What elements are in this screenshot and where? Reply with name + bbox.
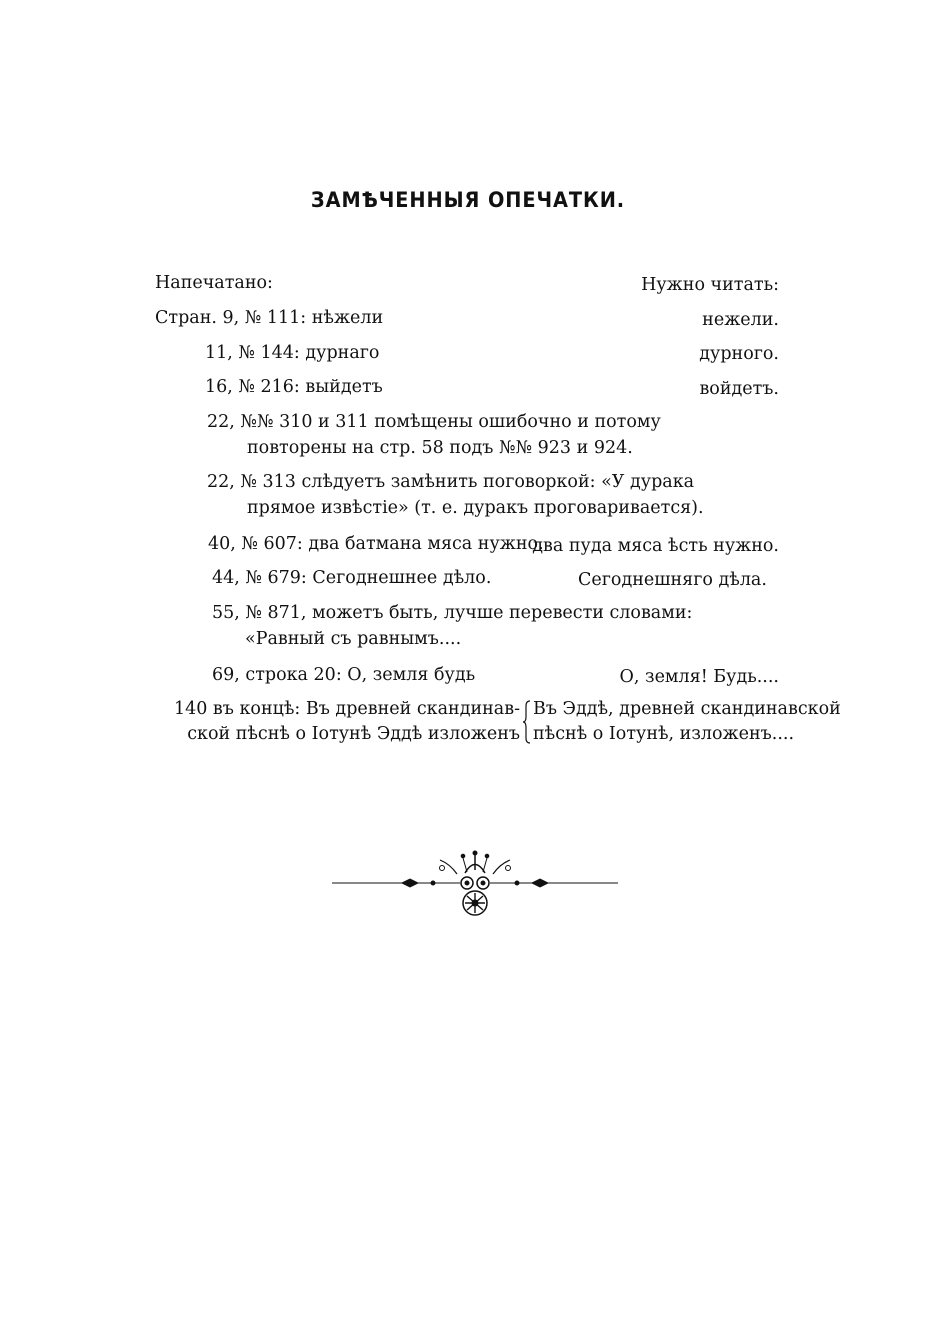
errata-correct: нежели. <box>702 310 779 330</box>
errata-correct: Сегоднешняго дѣла. <box>578 570 767 590</box>
errata-correct-line: пѣснѣ о Іотунѣ, изложенъ.... <box>533 724 795 744</box>
errata-correct: войдетъ. <box>699 379 779 399</box>
errata-note-line: повторены на стр. 58 подъ №№ 923 и 924. <box>247 438 633 458</box>
errata-printed: 44, № 679: Сегоднешнее дѣло. <box>212 568 492 588</box>
curly-brace <box>523 700 531 744</box>
errata-correct: два пуда мяса ѣсть нужно. <box>532 536 779 556</box>
errata-printed: 16, № 216: выйдетъ <box>205 377 383 397</box>
column-header-should-read: Нужно читать: <box>641 275 779 295</box>
errata-printed-line: 140 въ концѣ: Въ древней скандинав- <box>173 699 520 719</box>
errata-printed: Стран. 9, № 111: нѣжели <box>155 308 384 328</box>
errata-correct-line: Въ Эддѣ, древней скандинавской <box>533 699 841 719</box>
errata-correct: дурного. <box>699 344 779 364</box>
column-header-printed: Напечатано: <box>155 273 273 293</box>
errata-note-line: прямое извѣстіе» (т. е. дуракъ проговаривается). <box>247 498 704 518</box>
errata-printed: 69, строка 20: О, земля будь <box>212 665 476 685</box>
errata-correct: О, земля! Будь.... <box>619 667 779 687</box>
decorative-ornament-icon <box>330 848 620 918</box>
errata-note-line: «Равный съ равнымъ.... <box>245 629 462 649</box>
errata-note-line: 22, №№ 310 и 311 помѣщены ошибочно и потому <box>207 412 661 432</box>
errata-note-line: 55, № 871, можетъ быть, лучше перевести словами: <box>212 603 693 623</box>
errata-printed: 40, № 607: два батмана мяса нужно. <box>208 534 544 554</box>
errata-note-line: 22, № 313 слѣдуетъ замѣнить поговоркой: «У дурака <box>207 472 695 492</box>
errata-printed-line: ской пѣснѣ о Іотунѣ Эддѣ изложенъ <box>187 724 520 744</box>
errata-printed: 11, № 144: дурнаго <box>205 343 380 363</box>
page-title: ЗАМѢЧЕННЫЯ ОПЕЧАТКИ. <box>310 188 626 212</box>
